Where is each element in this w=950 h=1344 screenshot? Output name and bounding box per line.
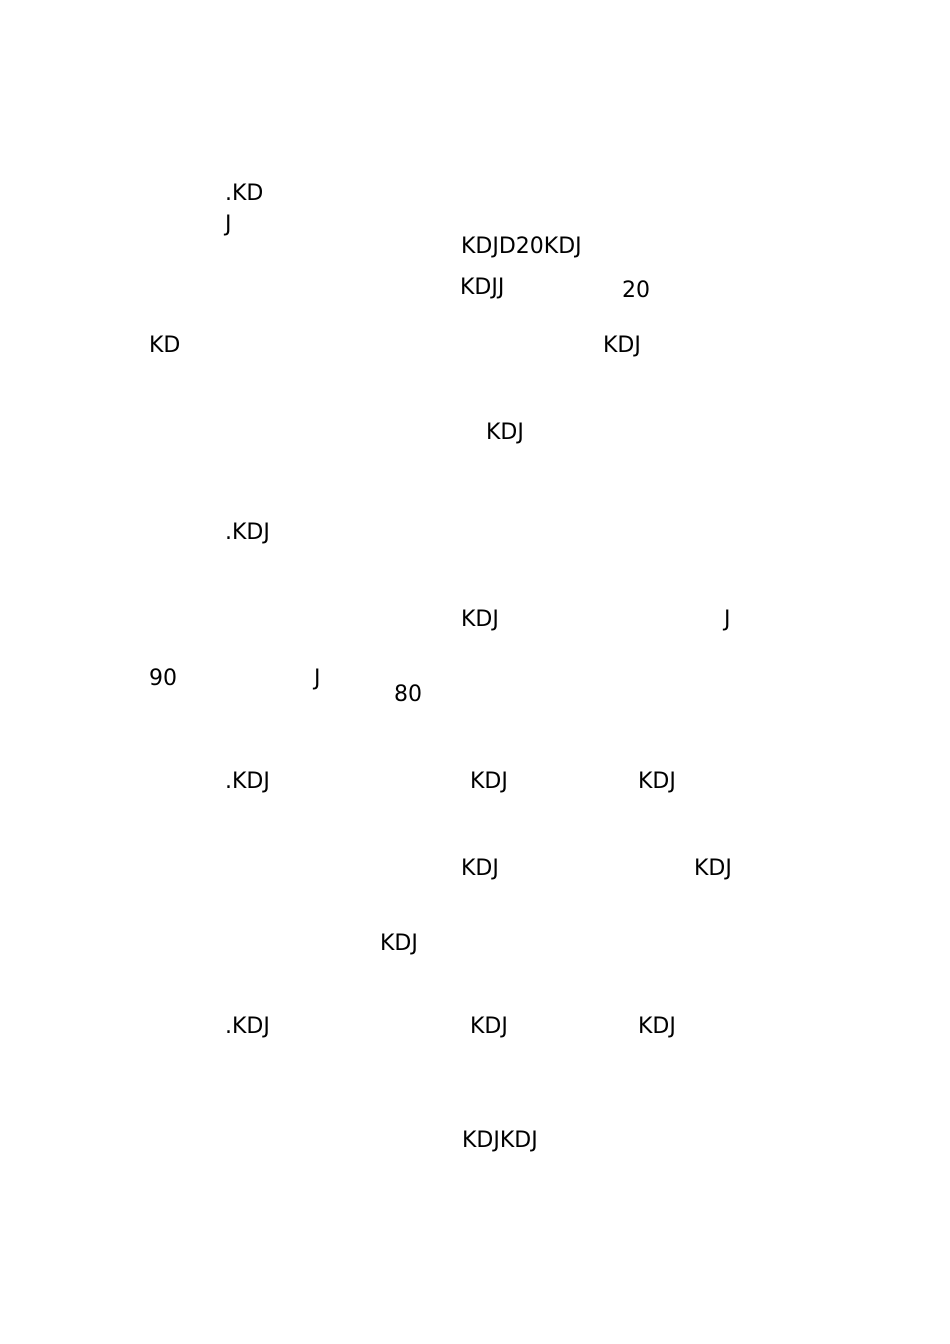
text-fragment-17: KDJ [638,769,676,794]
text-fragment-21: .KDJ [225,1014,270,1039]
text-fragment-9: .KDJ [225,520,270,545]
text-fragment-23: KDJ [638,1014,676,1039]
text-fragment-11: J [724,607,731,632]
text-fragment-1: .KD [225,181,264,206]
text-fragment-7: KDJ [603,333,641,358]
text-fragment-14: 80 [394,682,422,707]
text-fragment-3: KDJD20KDJ [461,234,582,259]
text-fragment-15: .KDJ [225,769,270,794]
text-fragment-8: KDJ [486,420,524,445]
text-fragment-20: KDJ [380,931,418,956]
text-fragment-19: KDJ [694,856,732,881]
text-fragment-24: KDJKDJ [462,1128,538,1153]
text-fragment-10: KDJ [461,607,499,632]
text-fragment-18: KDJ [461,856,499,881]
text-fragment-12: 90 [149,666,177,691]
text-fragment-6: KD [149,333,181,358]
text-fragment-13: J [314,666,321,691]
text-fragment-22: KDJ [470,1014,508,1039]
text-fragment-16: KDJ [470,769,508,794]
text-fragment-5: 20 [622,278,650,303]
text-fragment-2: J [225,212,232,237]
text-fragment-4: KDJJ [460,275,505,300]
